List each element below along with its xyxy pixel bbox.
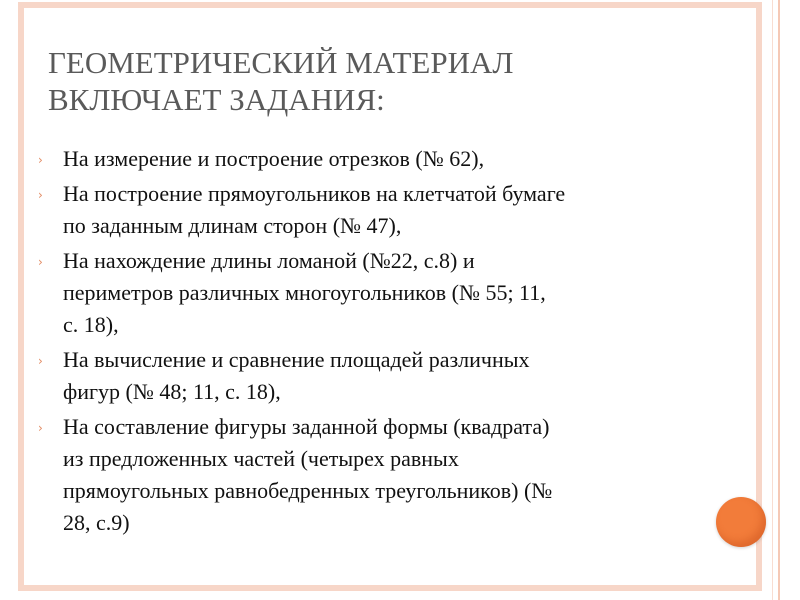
task-list	[34, 143, 694, 542]
task-text-line: с. 18),	[63, 312, 119, 337]
task-text-line: прямоугольных равнобедренных треугольников) (№	[63, 478, 553, 503]
task-text-line: На составление фигуры заданной формы (квадрата)	[63, 414, 550, 439]
task-text-line: На построение прямоугольников на клетчатой бумаге	[63, 181, 566, 206]
orange-circle-icon	[716, 497, 766, 547]
bullet-icon: ›	[38, 354, 43, 368]
task-text-line: периметров различных многоугольников (№ 55; 11,	[63, 280, 546, 305]
bullet-icon: ›	[38, 421, 43, 435]
task-list-item	[34, 245, 694, 341]
slide-frame-right-rule	[778, 0, 780, 600]
slide-title-line: ГЕОМЕТРИЧЕСКИЙ МАТЕРИАЛ	[48, 45, 514, 80]
task-text-line: На вычисление и сравнение площадей различных	[63, 347, 530, 372]
task-text-line: 28, с.9)	[63, 510, 130, 535]
slide-frame-inner-rule	[772, 0, 773, 600]
task-text-line: из предложенных частей (четырех равных	[63, 446, 459, 471]
task-list-item	[34, 178, 694, 242]
task-list-item	[34, 411, 694, 539]
task-text-line: На измерение и построение отрезков (№ 62),	[63, 146, 485, 171]
bullet-icon: ›	[38, 153, 43, 167]
task-text-line: фигур (№ 48; 11, с. 18),	[63, 379, 281, 404]
task-text-line: На нахождение длины ломаной (№22, с.8) и	[63, 248, 475, 273]
slide-title	[48, 44, 708, 118]
slide-title-line: ВКЛЮЧАЕТ ЗАДАНИЯ:	[48, 82, 385, 117]
bullet-icon: ›	[38, 255, 43, 269]
task-list-item	[34, 143, 694, 175]
task-text-line: по заданным длинам сторон (№ 47),	[63, 213, 402, 238]
task-list-item	[34, 344, 694, 408]
bullet-icon: ›	[38, 188, 43, 202]
